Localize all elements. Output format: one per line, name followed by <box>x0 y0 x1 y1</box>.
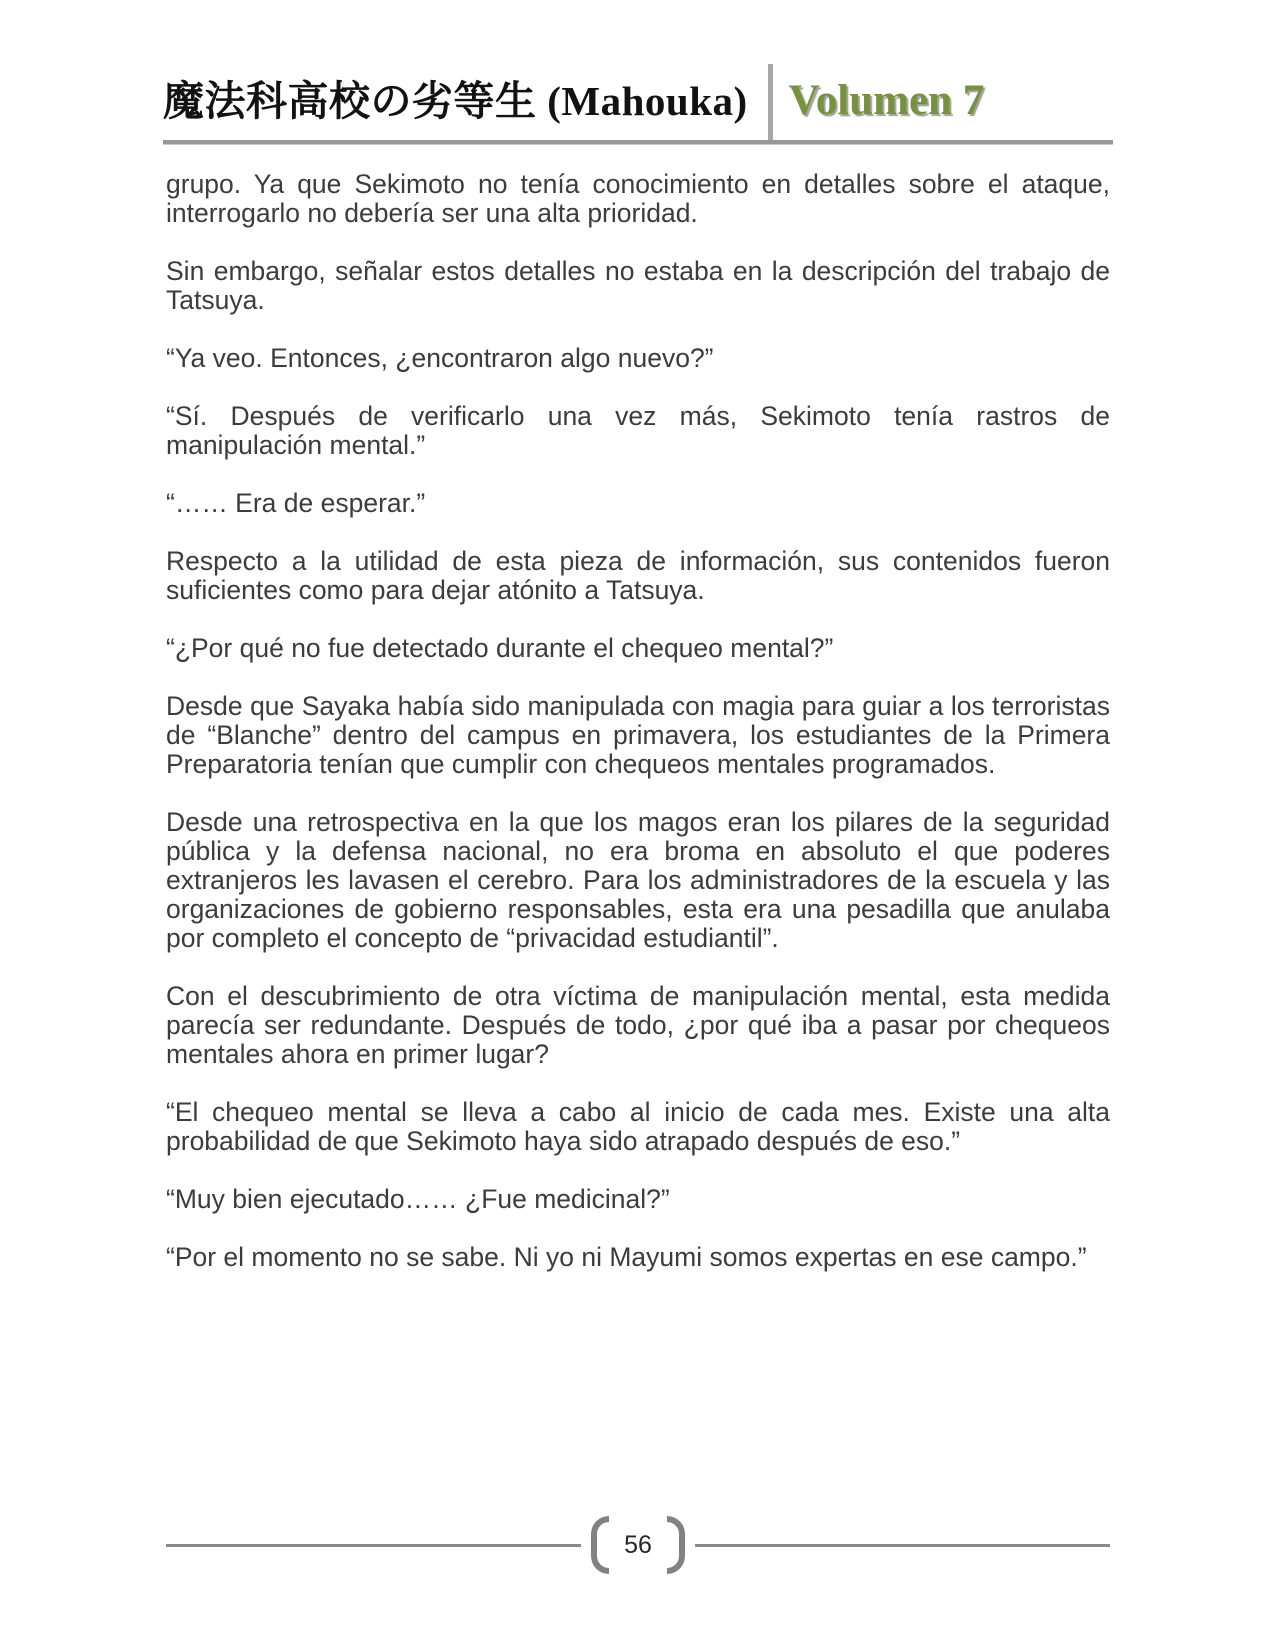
left-bracket-ornament <box>591 1516 609 1574</box>
paragraph: grupo. Ya que Sekimoto no tenía conocimiento en detalles sobre el ataque, interrogarlo no debería ser una alta prioridad. <box>166 169 1110 228</box>
header-vertical-divider <box>768 64 773 140</box>
footer-rule-right <box>695 1544 1110 1547</box>
document-title: 魔法科高校の劣等生 (Mahouka) <box>163 78 748 124</box>
footer-rule-left <box>166 1544 581 1547</box>
paragraph: “Ya veo. Entonces, ¿encontraron algo nuevo?” <box>166 343 714 373</box>
page-header <box>163 62 1113 145</box>
paragraph: “Por el momento no se sabe. Ni yo ni Mayumi somos expertas en ese campo.” <box>166 1242 1087 1272</box>
paragraph: Sin embargo, señalar estos detalles no estaba en la descripción del trabajo de Tatsuya. <box>166 256 1110 315</box>
header-title-row <box>163 62 1113 140</box>
paragraph: “Muy bien ejecutado…… ¿Fue medicinal?” <box>166 1184 670 1214</box>
right-bracket-ornament <box>667 1516 685 1574</box>
body-text <box>166 170 1110 1301</box>
paragraph: Con el descubrimiento de otra víctima de manipulación mental, esta medida parecía ser redundante. Después de todo, ¿por qué iba a pasar por chequeos mentales ahora en primer lugar? <box>166 981 1110 1069</box>
paragraph: Desde una retrospectiva en la que los magos eran los pilares de la seguridad pública y la defensa nacional, no era broma en absoluto el que poderes extranjeros les lavasen el cerebro. Para los administradores de la escuela y las organizaciones de gobierno responsables, esta era una pesadilla que anulaba por completo el concepto de “privacidad estudiantil”. <box>166 807 1110 953</box>
header-horizontal-rule <box>163 140 1113 145</box>
paragraph: “…… Era de esperar.” <box>166 488 426 518</box>
paragraph: “¿Por qué no fue detectado durante el chequeo mental?” <box>166 633 834 663</box>
page-number: 56 <box>624 1530 652 1559</box>
paragraph: Respecto a la utilidad de esta pieza de información, sus contenidos fueron suficientes como para dejar atónito a Tatsuya. <box>166 546 1110 605</box>
paragraph: “El chequeo mental se lleva a cabo al inicio de cada mes. Existe una alta probabilidad de que Sekimoto haya sido atrapado después de eso.” <box>166 1097 1110 1156</box>
paragraph: “Sí. Después de verificarlo una vez más, Sekimoto tenía rastros de manipulación mental.” <box>166 401 1110 460</box>
volume-label: Volumen 7 <box>788 77 985 124</box>
page-footer <box>166 1516 1110 1574</box>
paragraph: Desde que Sayaka había sido manipulada con magia para guiar a los terroristas de “Blanche” dentro del campus en primavera, los estudiantes de la Primera Preparatoria tenían que cumplir con chequeos mentales programados. <box>166 691 1110 779</box>
